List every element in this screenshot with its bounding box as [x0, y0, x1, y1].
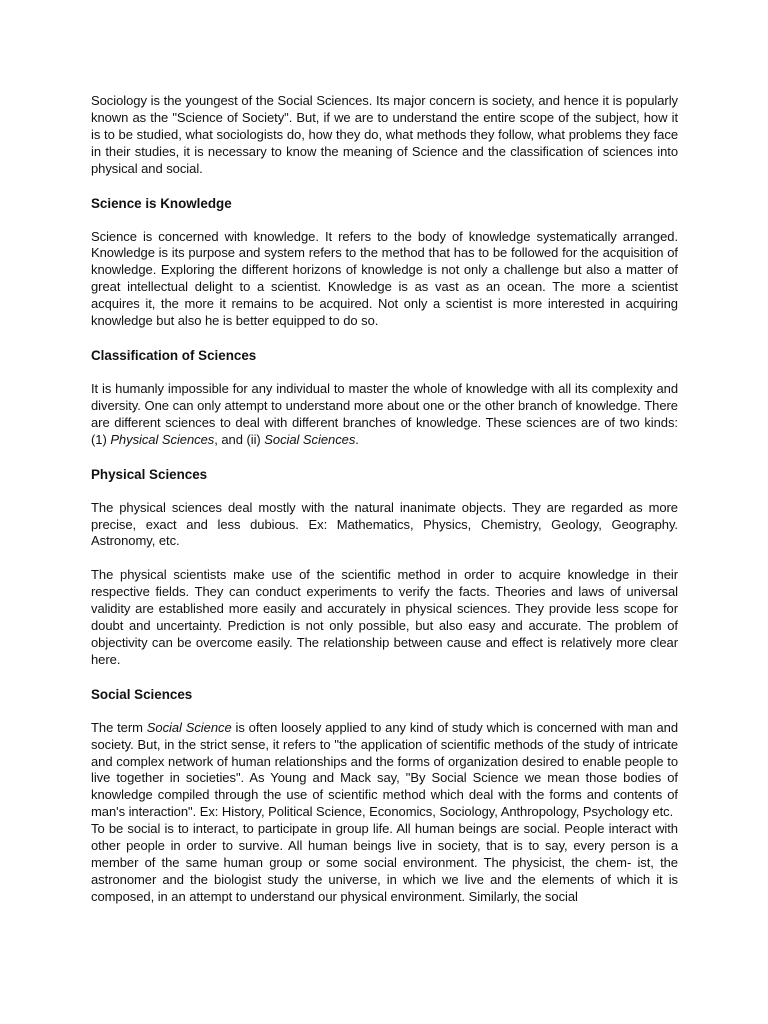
document-body	[91, 93, 678, 906]
spacer	[91, 364, 678, 381]
social-text-start: The term	[91, 719, 147, 735]
heading-social-sciences: Social Sciences	[91, 686, 193, 702]
social-paragraph-1	[91, 720, 678, 821]
classification-end: .	[355, 431, 359, 447]
spacer	[91, 669, 678, 686]
classification-text: It is humanly impossible for any individual to master the whole of knowledge with all its complexity and diversity. One can only attempt to understand more about one or the other branch of knowledge. There are different sciences to deal with different branches of knowledge. These sciences are of two kinds: (1)	[91, 380, 678, 447]
heading-science-is-knowledge: Science is Knowledge	[91, 195, 232, 211]
spacer	[91, 483, 678, 500]
spacer	[91, 212, 678, 229]
classification-joiner: , and (ii)	[214, 431, 265, 447]
classification-paragraph	[91, 381, 678, 449]
spacer	[91, 330, 678, 347]
social-text-rest: is often loosely applied to any kind of study which is concerned with man and society. But, in the strict sense, it refers to "the application of scientific methods of the study of intricate and complex network of human relationships and the forms of organization desired to enable people to live together in societies". As Young and Mack say, "By Social Science we mean those bodies of knowledge compiled through the use of scientific method which deal with the forms and contents of man's interaction". Ex: History, Political Science, Economics, Sociology, Anthropology, Psychology etc.	[91, 719, 678, 820]
physical-paragraph-2: The physical scientists make use of the scientific method in order to acquire knowledge in their respective fields. They can conduct experiments to verify the facts. Theories and laws of universal validity are established more easily and accurately in physical sciences. They provide less scope for doubt and uncertainty. Prediction is not only possible, but also easy and accurate. The problem of objectivity can be overcome easily. The relationship between cause and effect is relatively more clear here.	[91, 567, 678, 667]
term-physical-sciences: Physical Sciences	[110, 431, 215, 447]
knowledge-paragraph: Science is concerned with knowledge. It refers to the body of knowledge systematically arranged. Knowledge is its purpose and system refers to the method that has to be followed for the acquisition of knowledge. Exploring the different horizons of knowledge is not only a challenge but also a matter of great intellectual delight to a scientist. Knowledge is as vast as an ocean. The more a scientist acquires it, the more it remains to be acquired. Not only a scientist is more interested in acquiring knowledge but also he is better equipped to do so.	[91, 228, 678, 329]
heading-classification-of-sciences: Classification of Sciences	[91, 347, 257, 363]
heading-physical-sciences: Physical Sciences	[91, 466, 208, 482]
spacer	[91, 550, 678, 567]
term-social-science: Social Science	[146, 719, 232, 735]
social-paragraph-2: To be social is to interact, to participate in group life. All human beings are social. People interact with other people in order to survive. All human beings live in society, that is to say, every person is a member of the same human group or some social environment. The physicist, the chem- ist, the astronomer and the biologist study the universe, in which we live and the elements of which it is composed, in an attempt to understand our physical environment. Similarly, the social	[91, 821, 678, 904]
spacer	[91, 703, 678, 720]
intro-paragraph: Sociology is the youngest of the Social Sciences. Its major concern is society, and hence it is popularly known as the "Science of Society". But, if we are to understand the entire scope of the subject, how it is to be studied, what sociologists do, how they do, what methods they follow, what problems they face in their studies, it is necessary to know the meaning of Science and the classification of sciences into physical and social.	[91, 93, 678, 176]
spacer	[91, 449, 678, 466]
term-social-sciences: Social Sciences	[264, 431, 356, 447]
physical-paragraph-1: The physical sciences deal mostly with the natural inanimate objects. They are regarded as more precise, exact and less dubious. Ex: Mathematics, Physics, Chemistry, Geology, Geography. Astronomy, etc.	[91, 499, 678, 549]
spacer	[91, 178, 678, 195]
